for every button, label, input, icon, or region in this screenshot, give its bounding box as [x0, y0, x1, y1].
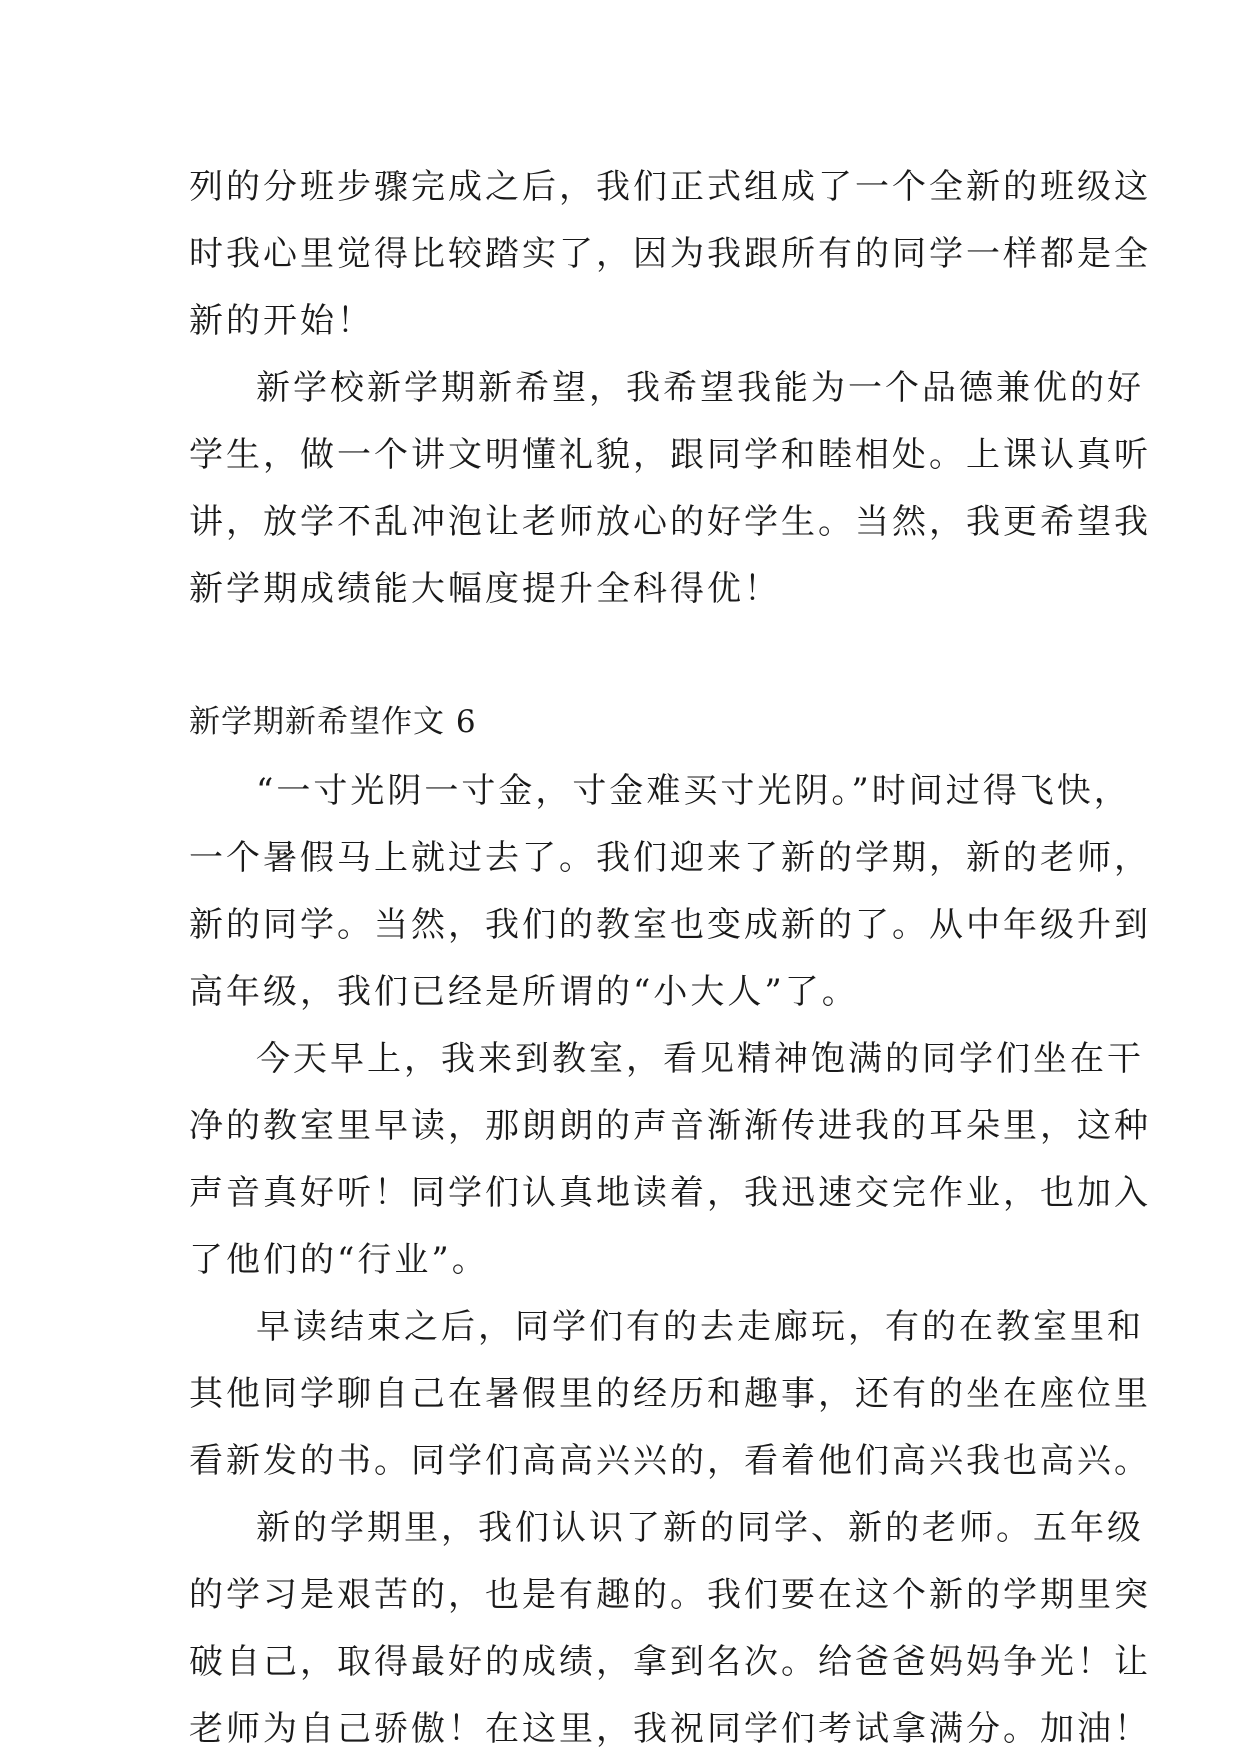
- text-line: 学生，做一个讲文明懂礼貌，跟同学和睦相处。上课认真听: [189, 435, 1151, 475]
- text-line: 净的教室里早读，那朗朗的声音渐渐传进我的耳朵里，这种: [189, 1106, 1151, 1146]
- text-line: 声音真好听！同学们认真地读着，我迅速交完作业，也加入: [189, 1173, 1151, 1213]
- paragraph-first-line: 今天早上，我来到教室，看见精神饱满的同学们坐在干: [256, 1039, 1144, 1079]
- paragraph-first-line: 早读结束之后，同学们有的去走廊玩，有的在教室里和: [256, 1307, 1144, 1347]
- text-line: 新的同学。当然，我们的教室也变成新的了。从中年级升到: [189, 905, 1151, 945]
- paragraph-first-line: 新学校新学期新希望，我希望我能为一个品德兼优的好: [256, 368, 1144, 408]
- paragraph-first-line: 新的学期里，我们认识了新的同学、新的老师。五年级: [256, 1508, 1144, 1548]
- essay-title: 新学期新希望作文 6: [189, 704, 477, 740]
- text-line: 讲，放学不乱冲泡让老师放心的好学生。当然，我更希望我: [189, 502, 1151, 542]
- text-line: 其他同学聊自己在暑假里的经历和趣事，还有的坐在座位里: [189, 1374, 1151, 1414]
- text-line: 时我心里觉得比较踏实了，因为我跟所有的同学一样都是全: [189, 234, 1151, 274]
- text-line: 的学习是艰苦的，也是有趣的。我们要在这个新的学期里突: [189, 1575, 1151, 1615]
- text-line: 看新发的书。同学们高高兴兴的，看着他们高兴我也高兴。: [189, 1441, 1151, 1481]
- text-line: 列的分班步骤完成之后，我们正式组成了一个全新的班级这: [189, 167, 1151, 207]
- paragraph-first-line: “一寸光阴一寸金，寸金难买寸光阴。”时间过得飞快，: [256, 771, 1131, 811]
- text-line: 老师为自己骄傲！在这里，我祝同学们考试拿满分。加油！: [189, 1709, 1151, 1749]
- text-line: 破自己，取得最好的成绩，拿到名次。给爸爸妈妈争光！让: [189, 1642, 1151, 1682]
- text-line: 新学期成绩能大幅度提升全科得优！: [189, 569, 781, 609]
- text-line: 高年级，我们已经是所谓的“小大人”了。: [189, 972, 859, 1012]
- text-line: 了他们的“行业”。: [189, 1240, 489, 1280]
- text-line: 一个暑假马上就过去了。我们迎来了新的学期，新的老师，: [189, 838, 1151, 878]
- text-line: 新的开始！: [189, 301, 374, 341]
